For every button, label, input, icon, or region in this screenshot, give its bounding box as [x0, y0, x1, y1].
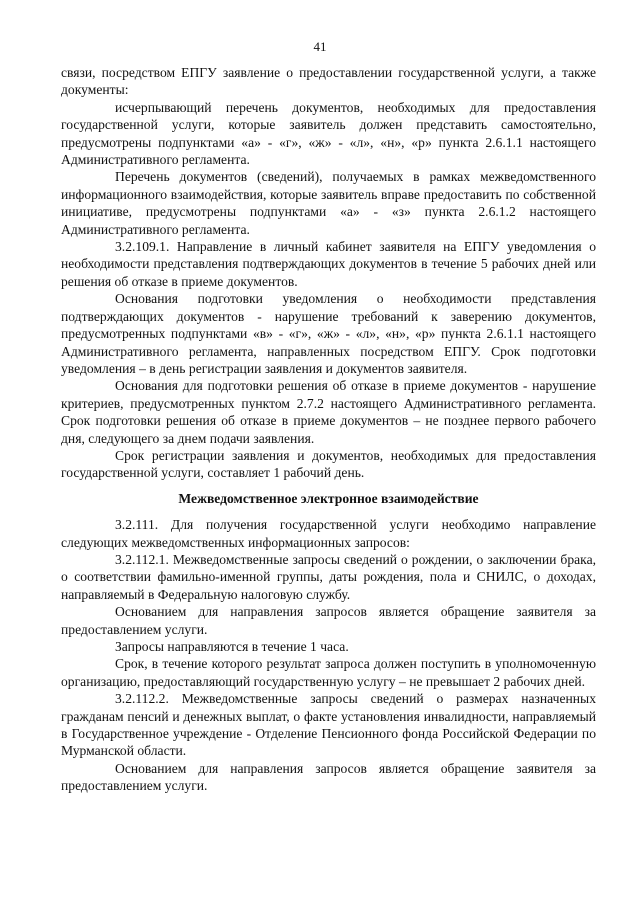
paragraph: Срок, в течение которого результат запроса должен поступить в уполномоченную организацию, предоставляющий государственную услугу – не превышает 2 рабочих дней.	[61, 656, 596, 689]
paragraph: связи, посредством ЕПГУ заявление о предоставлении государственной услуги, а также документы:	[61, 65, 596, 98]
paragraph: 3.2.112.2. Межведомственные запросы сведений о размерах назначенных гражданам пенсий и денежных выплат, о факте установления инвалидности, направляемый в Государственное учреждение - Отделение Пенсионного фонда Российской Федерации по Мурманской области.	[61, 691, 596, 759]
paragraph: 3.2.109.1. Направление в личный кабинет заявителя на ЕПГУ уведомления о необходимости представления подтверждающих документов в течение 5 рабочих дней или решения об отказе в приеме документов.	[61, 239, 596, 289]
paragraph: Запросы направляются в течение 1 часа.	[115, 639, 349, 654]
paragraph: 3.2.111. Для получения государственной услуги необходимо направление следующих межведомственных информационных запросов:	[61, 517, 596, 550]
paragraph: 3.2.112.1. Межведомственные запросы сведений о рождении, о заключении брака, о соответствии фамильно-именной группы, даты рождения, пола и СНИЛС, о доходах, направляемый в Федеральную налоговую службу.	[61, 551, 596, 602]
page-number: 41	[313, 39, 327, 54]
paragraph: Основания для подготовки решения об отказе в приеме документов - нарушение критериев, предусмотренных пунктом 2.7.2 настоящего Административного регламента. Срок подготовки решения об отказе в приеме документов – не позднее первого рабочего дня, следующего за днем подачи заявления.	[61, 378, 596, 446]
document-body	[61, 64, 596, 795]
paragraph: Основания подготовки уведомления о необходимости представления подтверждающих документов - нарушение требований к заверению документов, предусмотренных подпунктами «в» - «г», «ж» - «л», «н», «р» пункта 2.6.1.1 настоящего Административного регламента, направленных посредством ЕПГУ. Срок подготовки уведомления – в день регистрации заявления и документов заявителя.	[61, 291, 596, 376]
paragraph: исчерпывающий перечень документов, необходимых для предоставления государственной услуги, которые заявитель должен представить самостоятельно, предусмотрены подпунктами «а» - «г», «ж» - «л», «н», «р» пункта 2.6.1.1 настоящего Административного регламента.	[61, 99, 596, 168]
paragraph: Основанием для направления запросов является обращение заявителя за предоставлением услуги.	[61, 760, 596, 794]
section-heading: Межведомственное электронное взаимодействие	[178, 490, 479, 506]
paragraph: Основанием для направления запросов является обращение заявителя за предоставлением услуги.	[61, 604, 596, 637]
paragraph: Срок регистрации заявления и документов, необходимых для предоставления государственной услуги, составляет 1 рабочий день.	[61, 447, 596, 481]
paragraph: Перечень документов (сведений), получаемых в рамках межведомственного информационного взаимодействия, которые заявитель вправе предоставить по собственной инициативе, предусмотрены подпунктами «а» - «з» пункта 2.6.1.2 настоящего Административного регламента.	[61, 169, 596, 237]
